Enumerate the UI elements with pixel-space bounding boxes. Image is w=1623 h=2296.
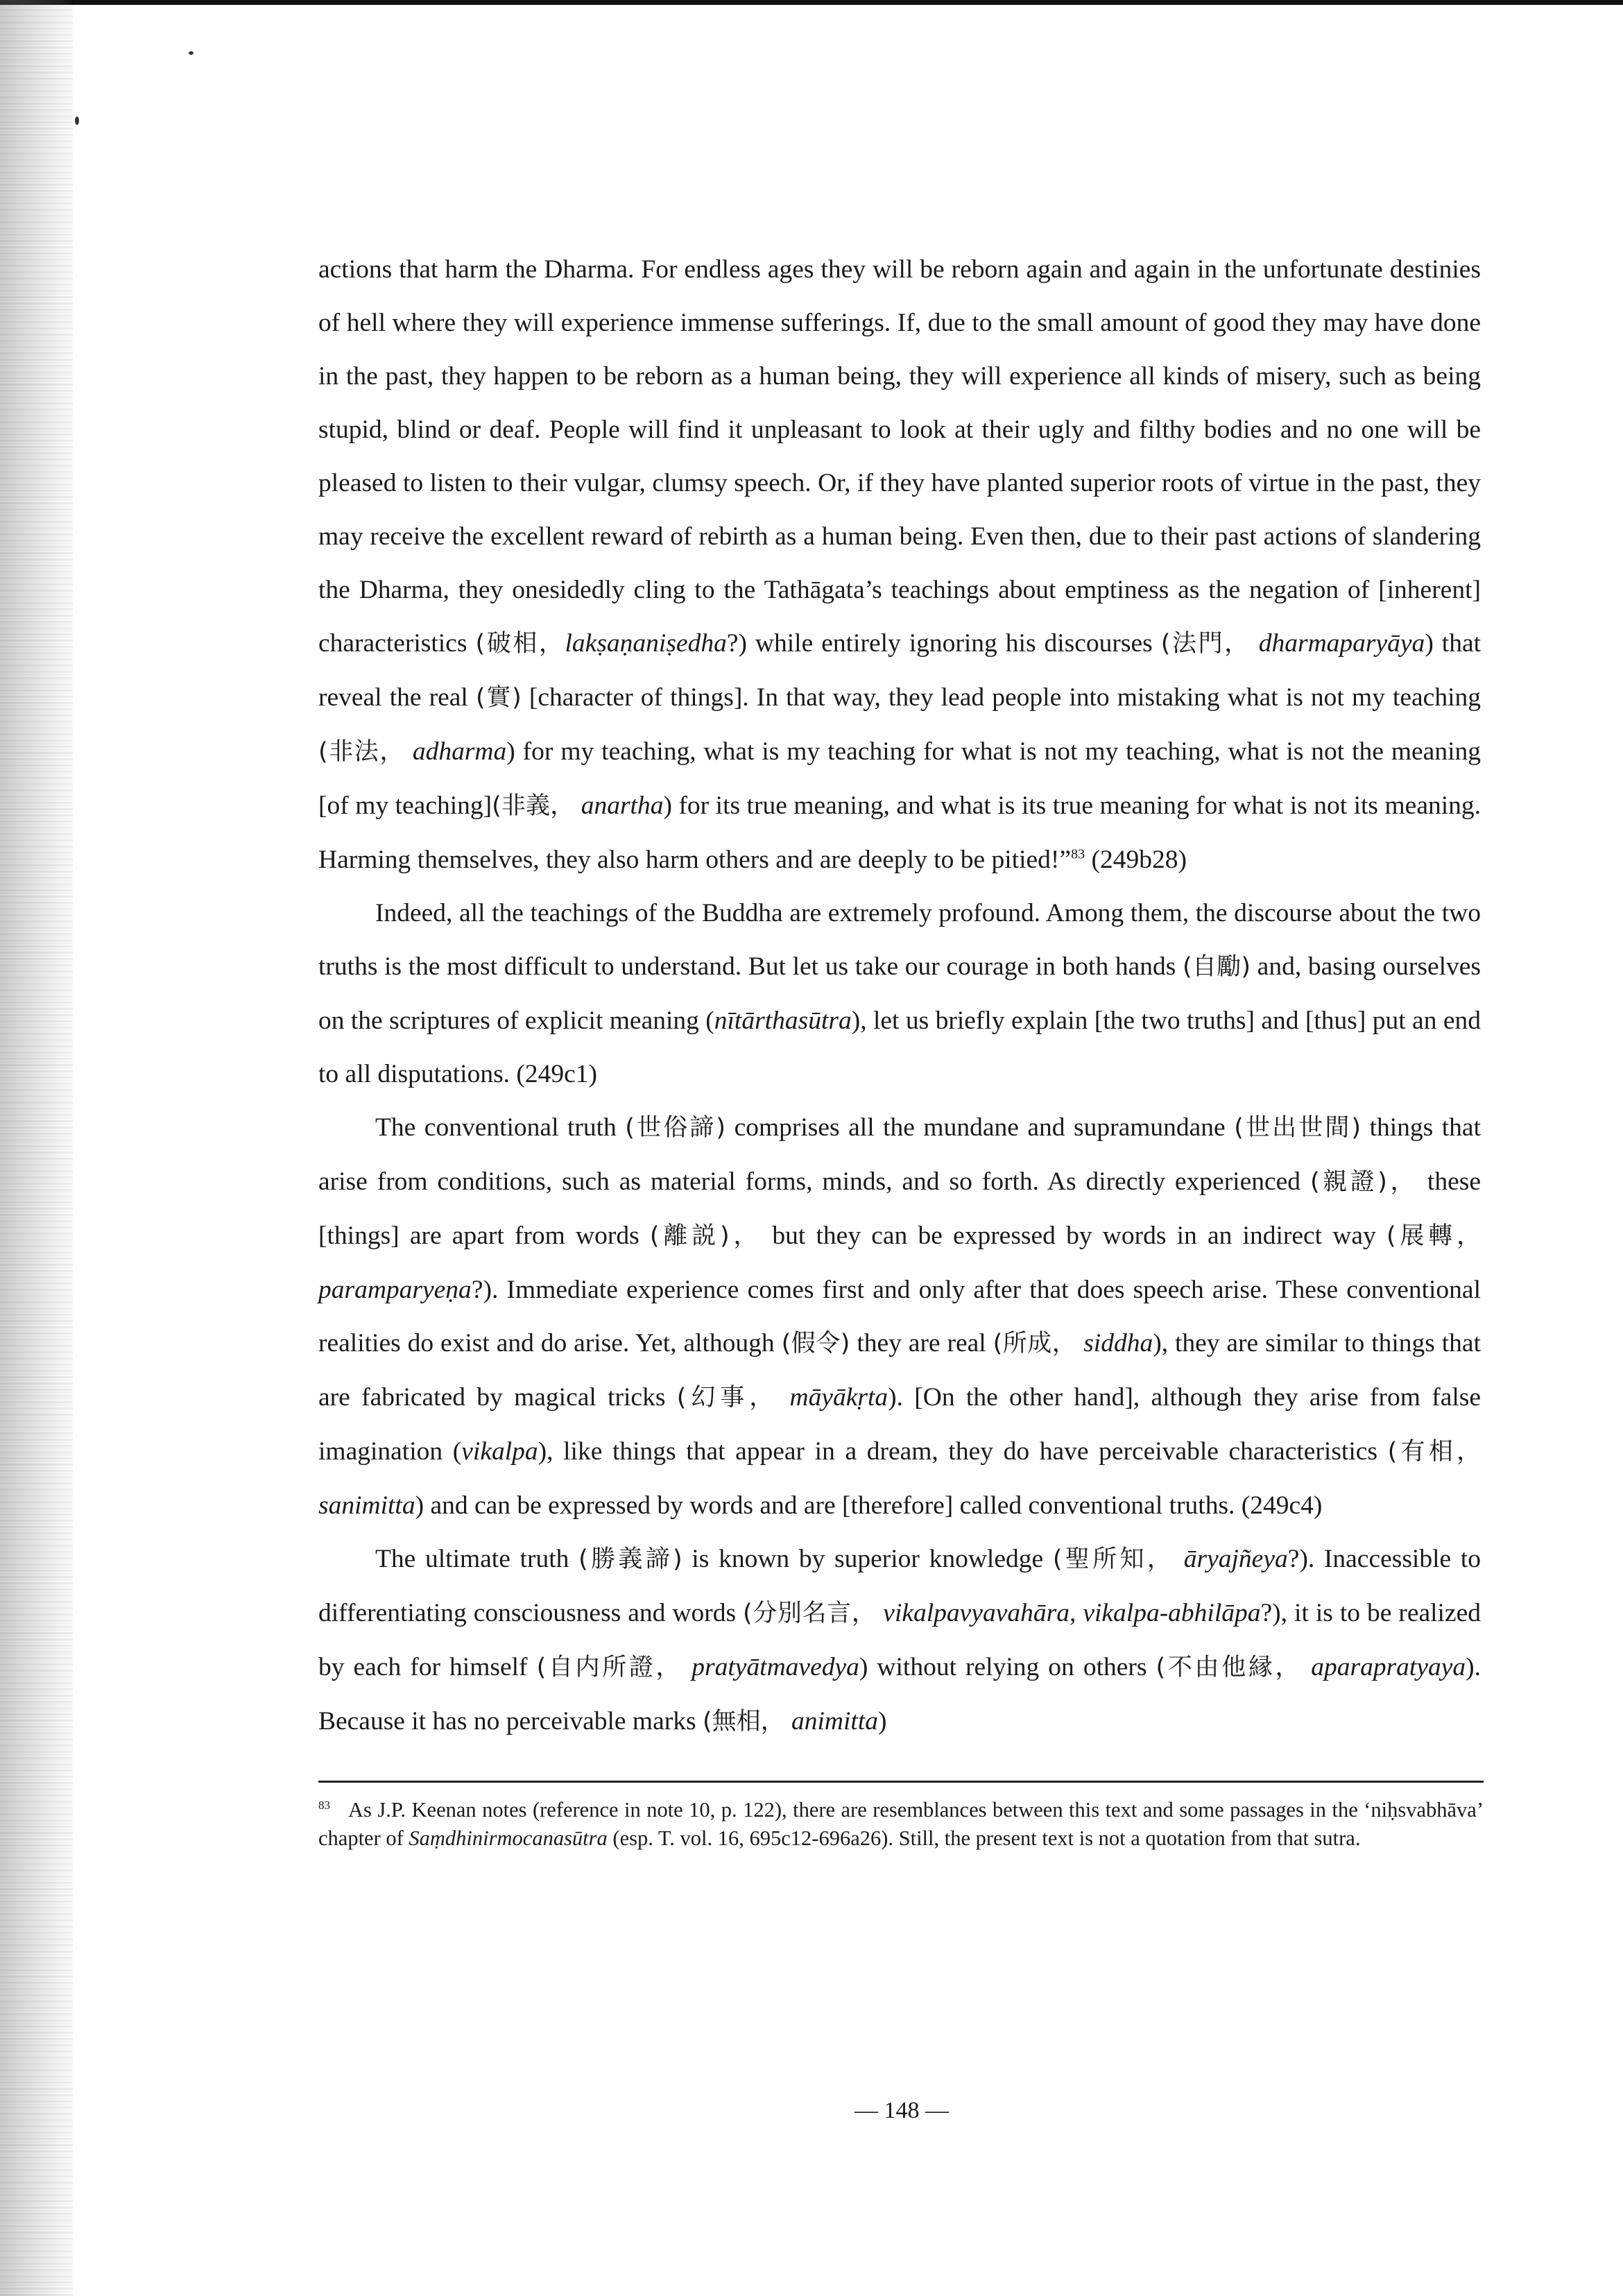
chinese-term: (法門， (1160, 630, 1251, 658)
text-run: ), like things that appear in a dream, they do have perceivable characteristics (538, 1437, 1388, 1466)
paragraph (318, 1101, 1481, 1532)
italic-term: siddha (1076, 1329, 1153, 1357)
text-run: ?) while entirely ignoring his discourses (726, 629, 1161, 658)
text-run: ) that reveal the real (318, 629, 1482, 712)
chinese-term: (實) (475, 684, 522, 712)
italic-term: paramparyeṇa (318, 1276, 472, 1304)
text-run: ), they are similar to things that are fabricated by magical tricks (318, 1329, 1481, 1412)
text-run: (esp. T. vol. 16, 695c12-696a26). Still, the present text is not a quotation from that sutra. (607, 1826, 1361, 1850)
chinese-term: (自内所證， (536, 1654, 683, 1681)
italic-term: māyākṛta (778, 1383, 888, 1412)
italic-term: nītārthasūtra (714, 1006, 852, 1035)
italic-term: vikalpa (461, 1437, 538, 1466)
chinese-term: (離説)， (649, 1222, 762, 1250)
italic-term: vikalpavyavahāra, vikalpa-abhilāpa (876, 1599, 1261, 1627)
text-run: ) for its true meaning, and what is its true meaning for what is not its meaning. Harming themselves, they also harm others and are deeply to be pitied!” (318, 791, 1482, 874)
text-run: these [things] are apart from words (318, 1167, 1481, 1250)
text-run: The conventional truth (375, 1113, 626, 1142)
text-run: ). Because it has no perceivable marks (318, 1653, 1482, 1736)
text-run: Indeed, all the teachings of the Buddha are extremely profound. Among them, the discourse about the two truths is the most difficult to understand. But let us take our courage in both hands (318, 899, 1481, 981)
text-run: ) without relying on others (859, 1653, 1156, 1681)
text-run: [character of things]. In that way, they lead people into mistaking what is not my teaching (521, 683, 1481, 712)
scan-binding-shadow (0, 0, 73, 2296)
chinese-term: (展轉， (1386, 1222, 1482, 1250)
chinese-term: (世出世間) (1234, 1114, 1362, 1142)
text-run: actions that harm the Dharma. For endless ages they will be reborn again and again in the unfortunate destinies of hell where they will experience immense sufferings. If, due to the small amount of good they may have done in the past, they happen to be reborn as a human being, they will experience all kinds of misery, such as being stupid, blind or deaf. People will find it unpleasant to look at their ugly and filthy bodies and no one will be pleased to listen to their vulgar, clumsy speech. Or, if they have planted superior roots of virtue in the past, they may receive the excellent reward of rebirth as a human being. Even then, due to their past actions of slandering the Dharma, they onesidedly cling to the Tathāgata’s teachings about emptiness as the negation of [inherent] characteristics (318, 255, 1481, 658)
paragraph (318, 886, 1481, 1101)
chinese-term: (有相， (1387, 1438, 1481, 1466)
text-run: ) for my teaching, what is my teaching for what is not my teaching, what is not the meaning [of my teaching] (318, 737, 1481, 820)
italic-term: āryajñeya (1174, 1545, 1288, 1573)
chinese-term: (親證)， (1309, 1168, 1418, 1196)
text-run: they are real (850, 1329, 993, 1357)
footnote-rule (318, 1781, 1484, 1783)
paragraph (318, 1532, 1481, 1749)
text-run: things that arise from conditions, such as material forms, minds, and so forth. As directly experienced (318, 1113, 1481, 1196)
chinese-term: (假令) (781, 1330, 850, 1357)
text-run: As J.P. Keenan notes (reference in note 10, p. 122), there are resemblances between this text and some passages in the ‘niḥsvabhāva’ chapter of (318, 1798, 1484, 1850)
chinese-term: (聖所知， (1052, 1545, 1175, 1573)
text-run: ) (878, 1707, 887, 1736)
footnote-number: 83 (318, 1798, 330, 1812)
chinese-term: (破相， (475, 630, 565, 658)
footnote-reference: 83 (1071, 846, 1085, 862)
italic-term: Saṃdhinirmocanasūtra (409, 1826, 608, 1850)
chinese-term: (世俗諦) (625, 1114, 726, 1142)
text-run: ?). Inaccessible to differentiating consciousness and words (318, 1545, 1482, 1627)
scan-speck (189, 51, 194, 55)
paragraph (318, 243, 1481, 886)
text-run: is known by superior knowledge (682, 1545, 1053, 1573)
chinese-term: (自勵) (1182, 953, 1251, 981)
text-run: and, basing ourselves on the scriptures of explicit meaning ( (318, 952, 1482, 1035)
chinese-term: (無相， (702, 1708, 785, 1736)
text-run: ). [On the other hand], although they arise from false imagination ( (318, 1383, 1482, 1466)
body-text (318, 243, 1481, 1749)
footnote (318, 1796, 1484, 1853)
chinese-term: (所成， (993, 1330, 1077, 1357)
italic-term: dharmaparyāya (1250, 629, 1425, 658)
chinese-term: (非義， (492, 792, 575, 820)
text-run: The ultimate truth (375, 1545, 579, 1573)
text-run: ) and can be expressed by words and are [therefore] called conventional truths. (249c4) (415, 1491, 1323, 1520)
scan-top-edge (0, 0, 1623, 5)
text-run: (249b28) (1085, 846, 1187, 874)
footnote-text (318, 1798, 1484, 1850)
italic-term: lakṣaṇaniṣedha (565, 629, 727, 658)
italic-term: sanimitta (318, 1491, 415, 1520)
chinese-term: (不由他縁， (1156, 1654, 1303, 1681)
italic-term: adharma (404, 737, 507, 766)
chinese-term: (非法， (318, 738, 405, 766)
text-run: but they can be expressed by words in an indirect way (762, 1222, 1386, 1250)
text-run: ?). Immediate experience comes first and only after that does speech arise. These conventional realities do exist and do arise. Yet, although (318, 1276, 1481, 1357)
text-run: ?), it is to be realized by each for himself (318, 1599, 1482, 1681)
page-number: — 148 — (855, 2098, 949, 2123)
italic-term: anartha (574, 791, 664, 820)
chinese-term: (分別名言， (743, 1600, 877, 1627)
italic-term: animitta (784, 1707, 878, 1736)
italic-term: pratyātmavedya (682, 1653, 859, 1681)
text-run: comprises all the mundane and supramundane (725, 1113, 1235, 1142)
scan-speck (75, 117, 79, 125)
chinese-term: (勝義諦) (578, 1545, 682, 1573)
text-run: ), let us briefly explain [the two truths] and [thus] put an end to all disputations. (249c1) (318, 1006, 1481, 1088)
italic-term: aparapratyaya (1302, 1653, 1466, 1681)
chinese-term: (幻事， (676, 1384, 779, 1412)
